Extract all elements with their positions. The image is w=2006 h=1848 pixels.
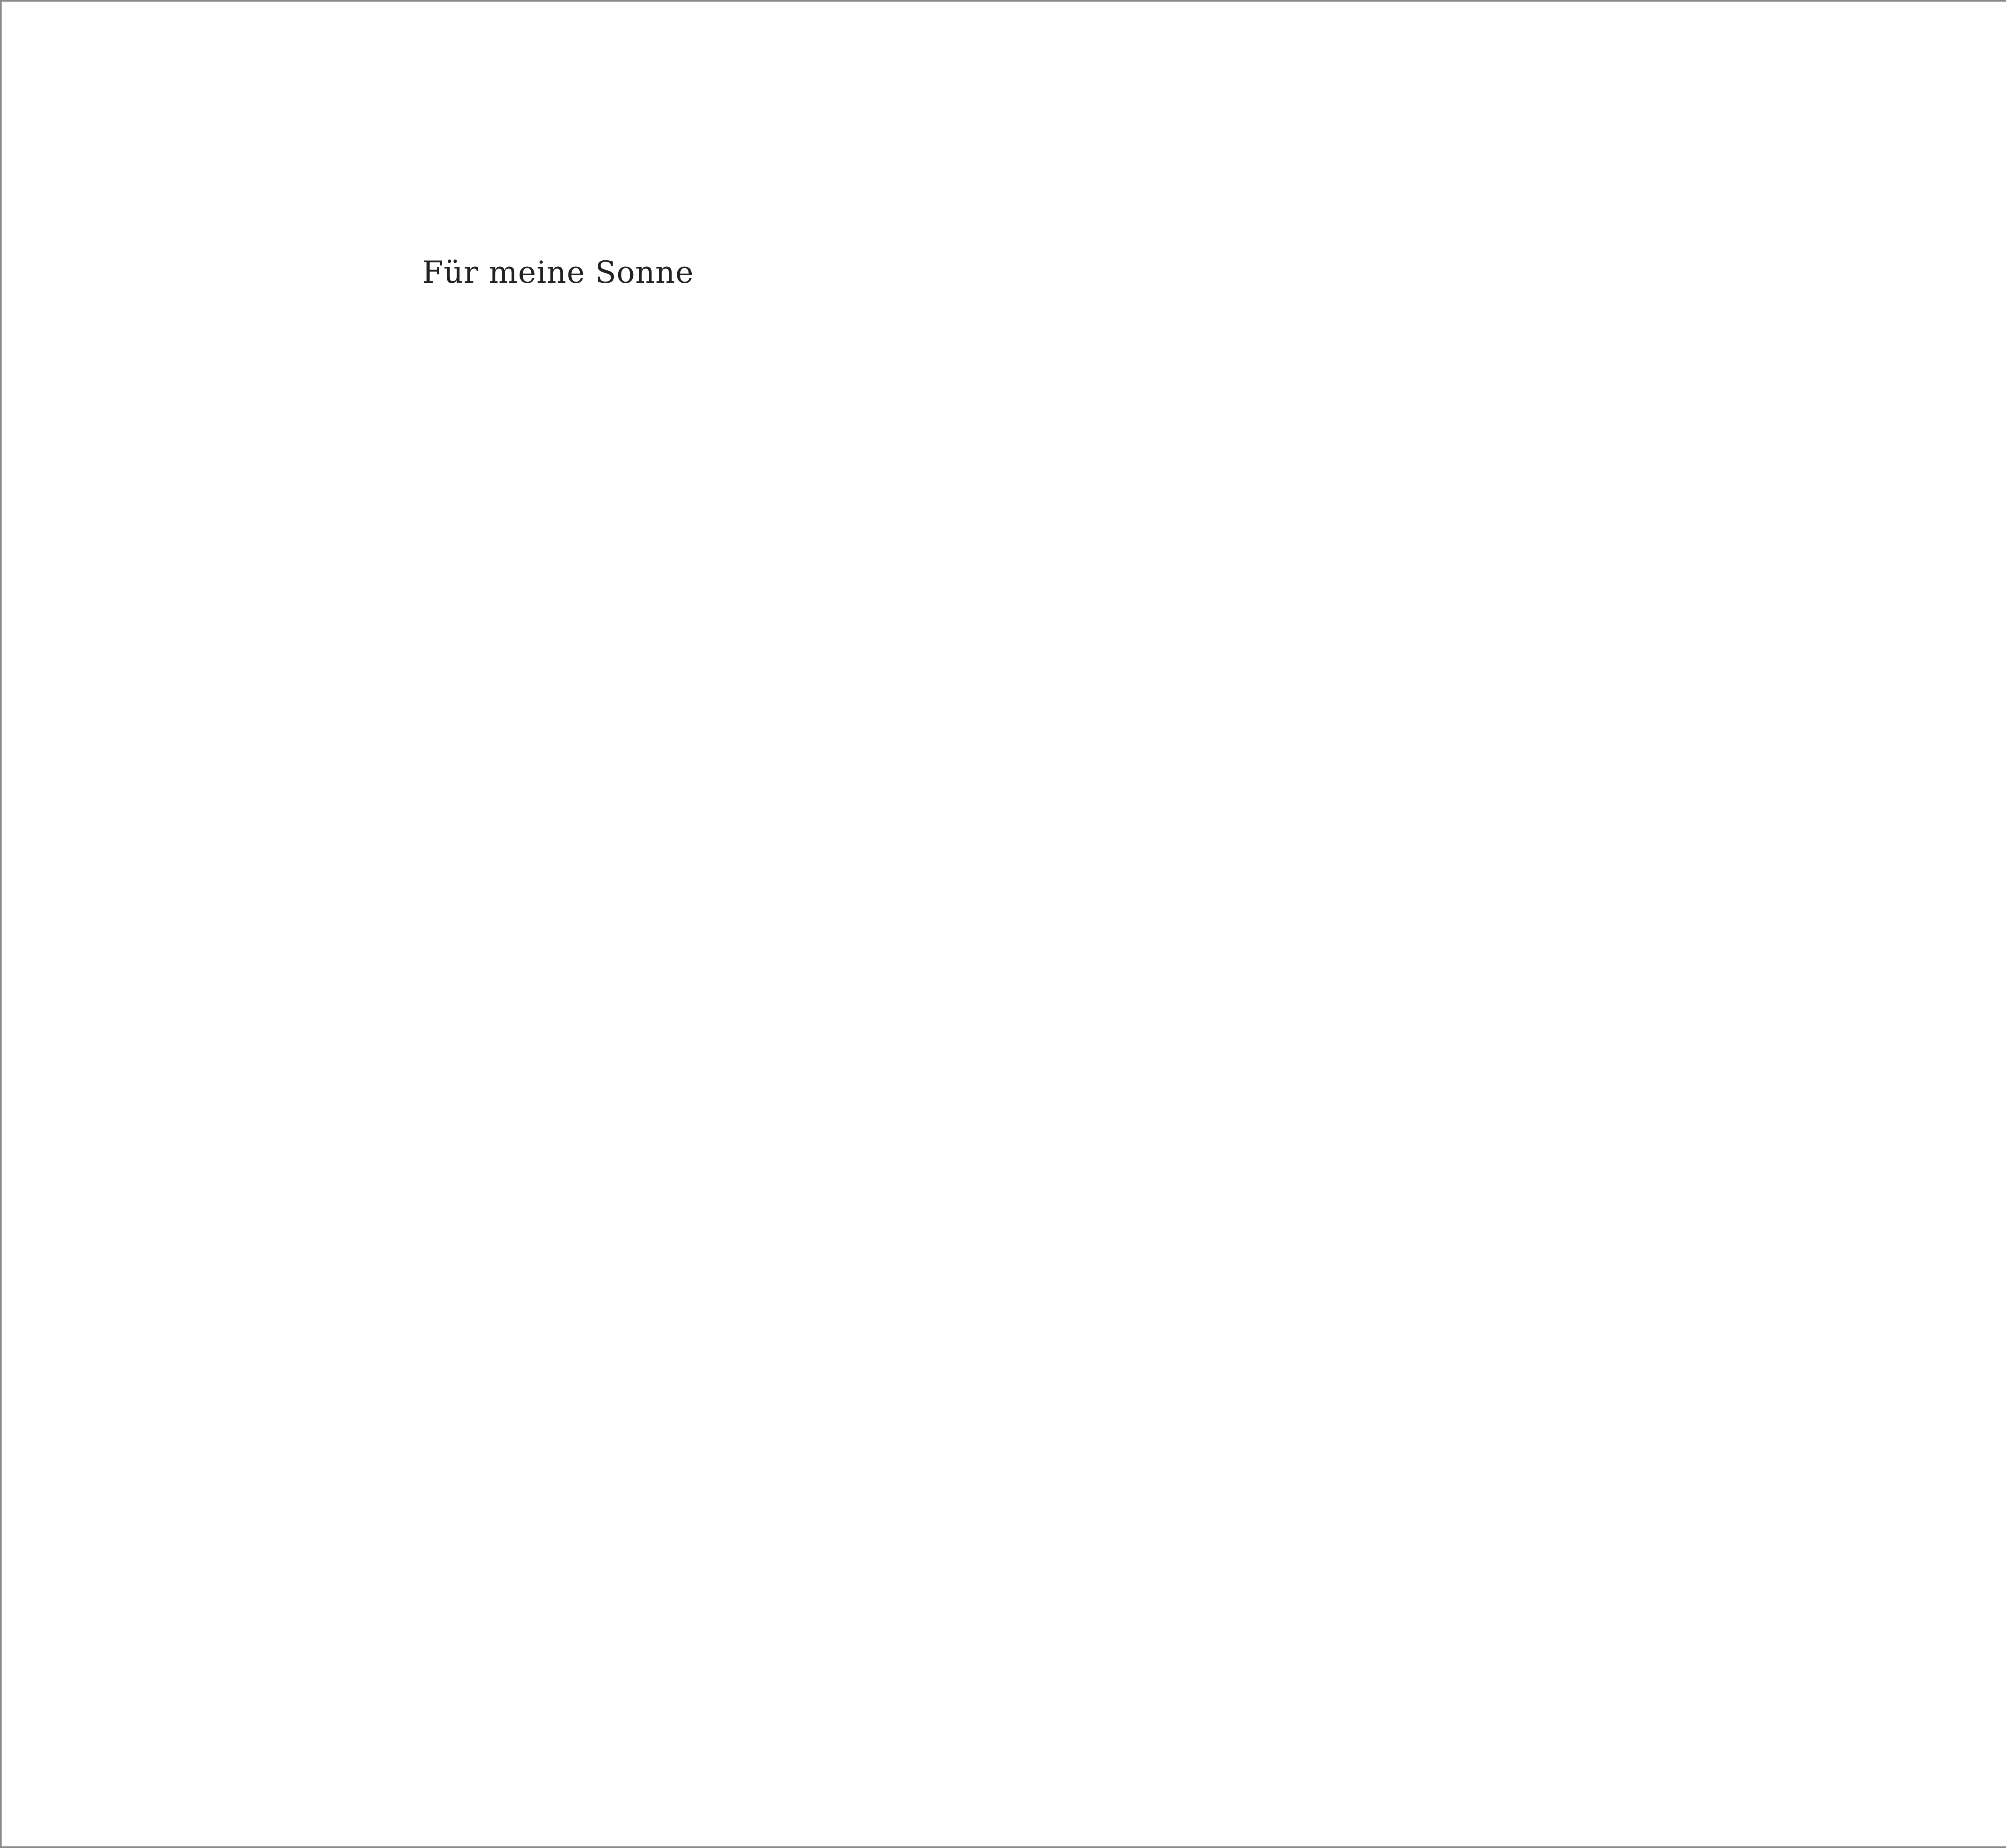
dedication: Für meine Sonne xyxy=(422,254,694,290)
left-page xyxy=(2,2,1092,1846)
right-page xyxy=(1092,2,2006,1846)
